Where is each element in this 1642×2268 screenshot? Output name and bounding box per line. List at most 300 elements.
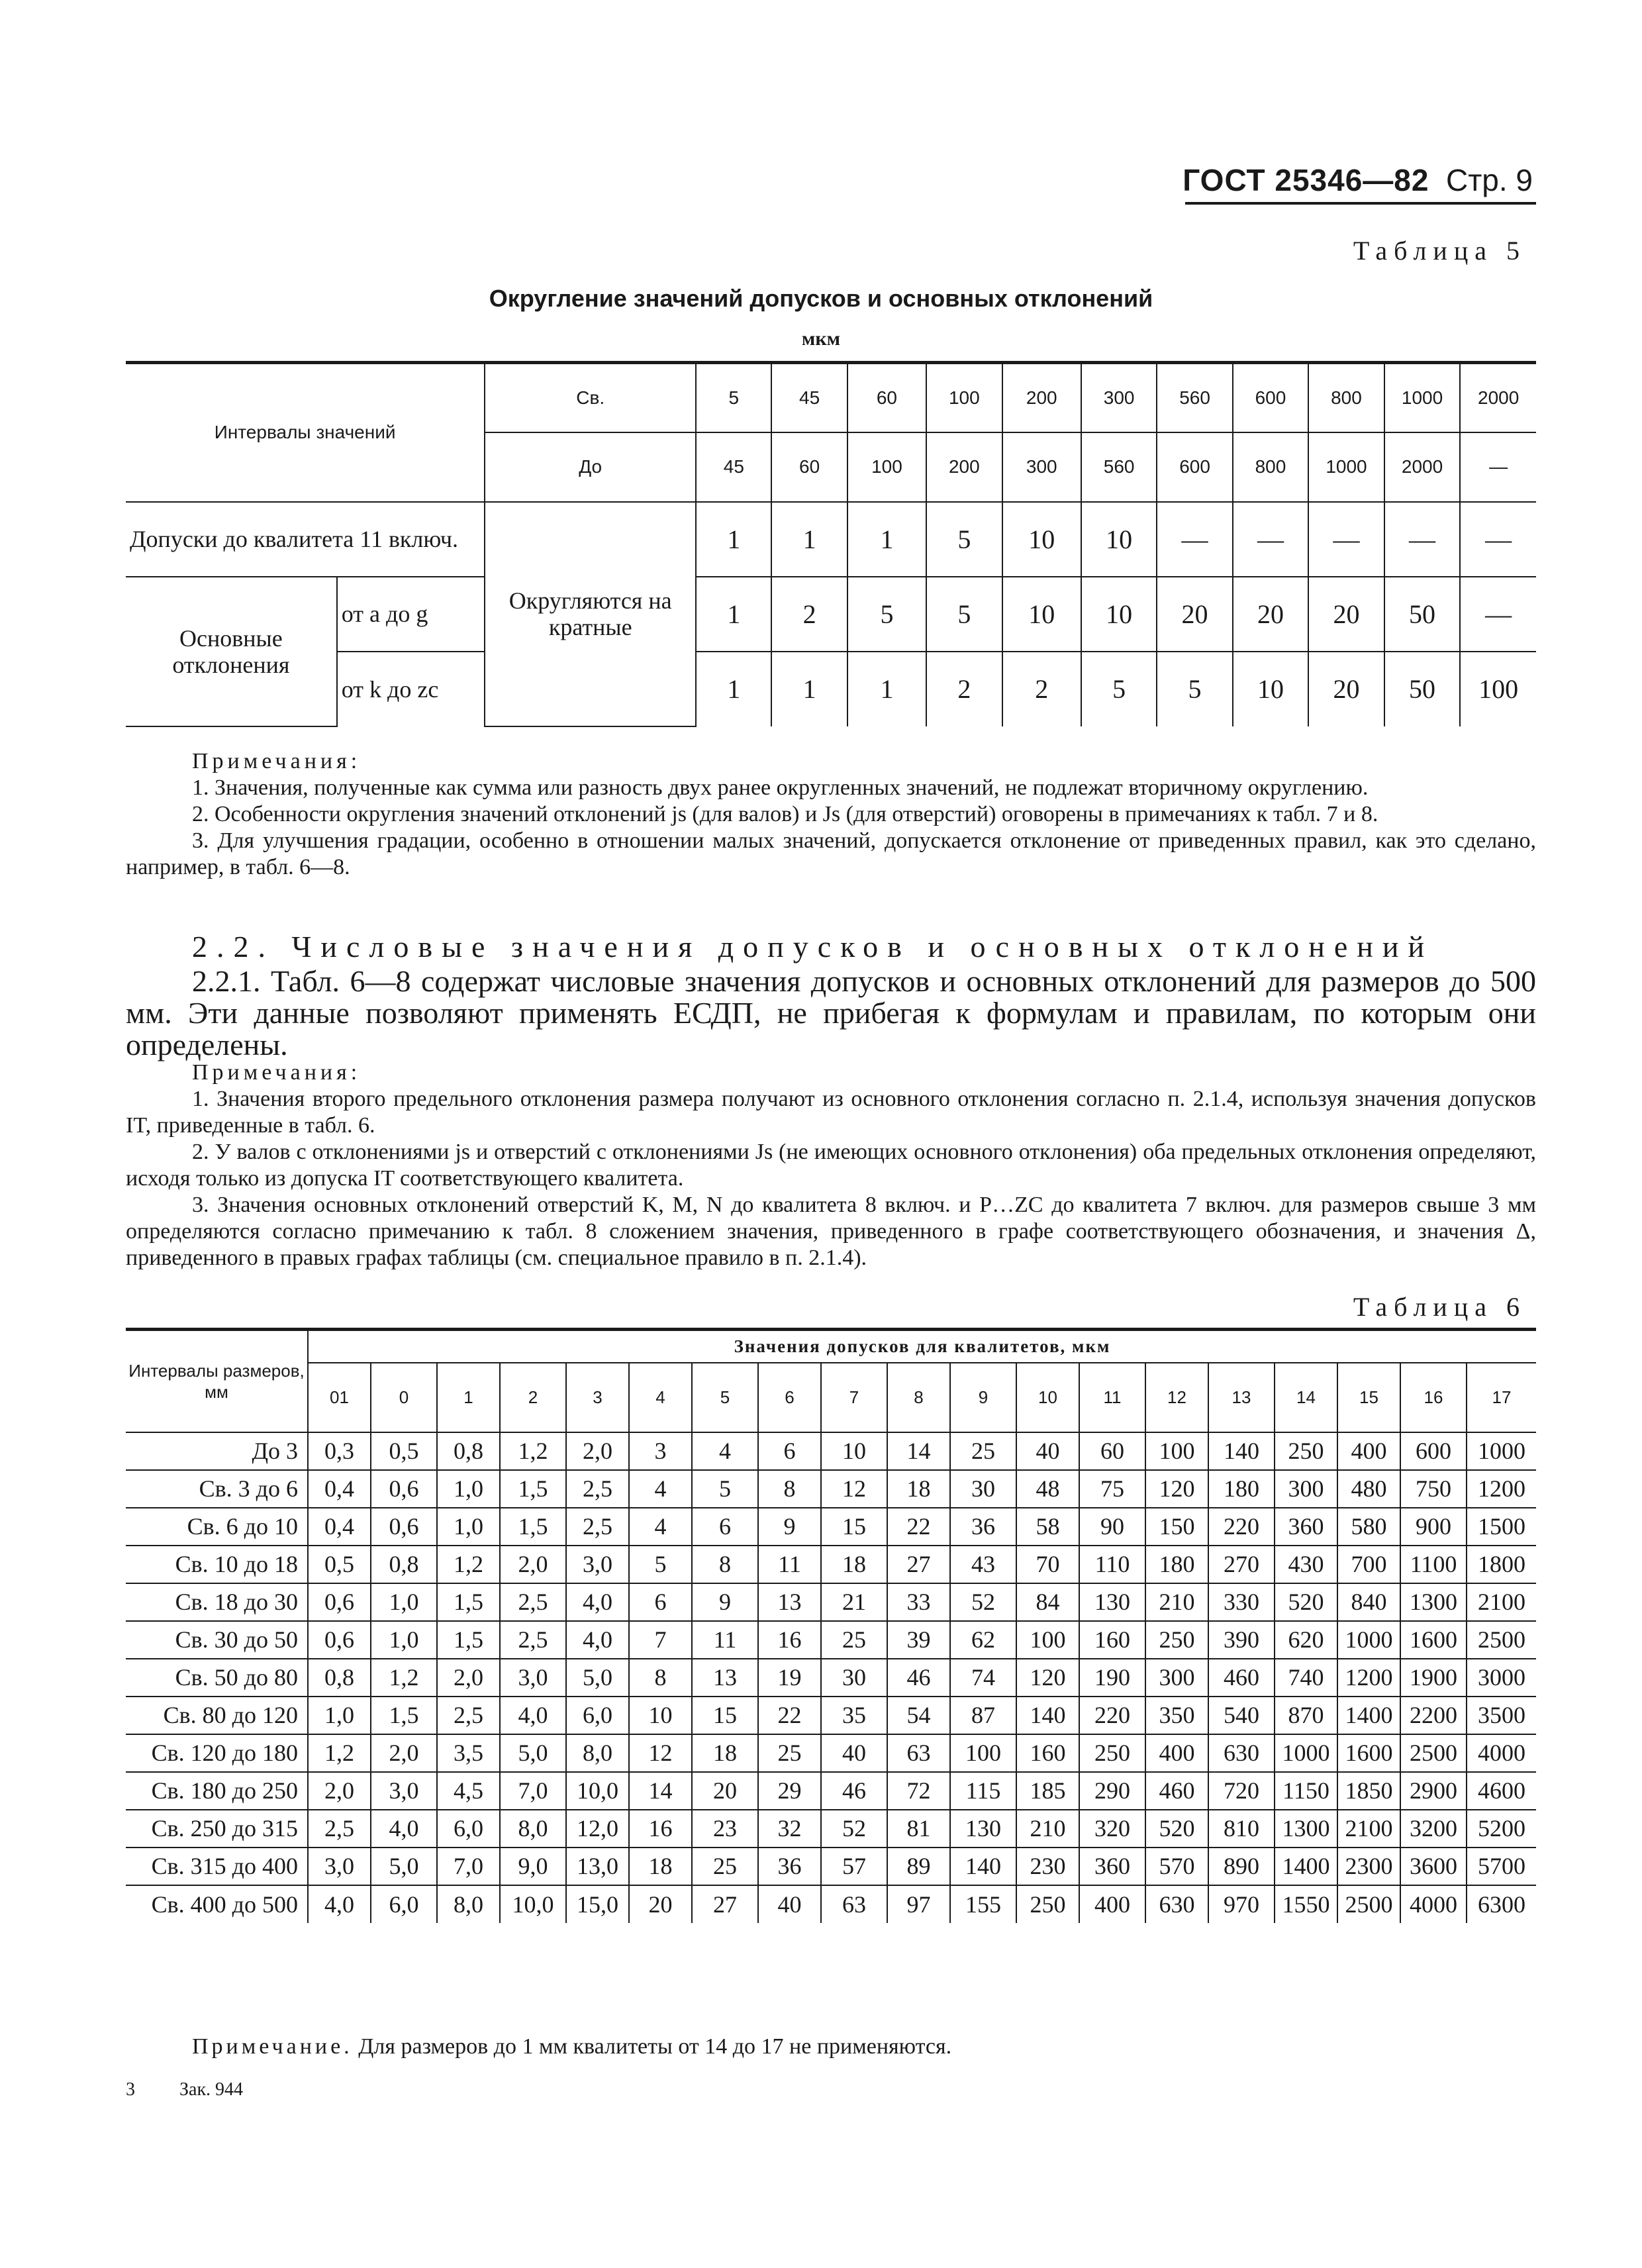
table6-value-cell: 185	[1016, 1772, 1079, 1810]
table6-value-cell: 720	[1208, 1772, 1275, 1810]
table6-value-cell: 74	[950, 1659, 1016, 1697]
table6-value-cell: 1,0	[308, 1697, 371, 1734]
table6-grade-header: 01	[308, 1363, 371, 1432]
table6-grade-header: 9	[950, 1363, 1016, 1432]
gost-number: ГОСТ 25346—82	[1183, 163, 1429, 197]
table5-cell: 100	[926, 363, 1002, 432]
table6-interval-cell: Св. 180 до 250	[126, 1772, 308, 1810]
section-paragraph	[126, 965, 1536, 1061]
table6-body	[126, 1432, 1536, 1923]
table6-value-cell: 2,5	[566, 1508, 629, 1546]
table6-value-cell: 89	[887, 1848, 950, 1885]
table6-value-cell: 25	[950, 1432, 1016, 1470]
table6-value-cell: 18	[692, 1734, 758, 1772]
note-item: 1. Значения, полученные как сумма или разность двух ранее округленных значений, не подлежат вторичному округлению.	[192, 775, 1369, 800]
table5-cell: 5	[926, 577, 1002, 652]
table6-value-cell: 1600	[1400, 1621, 1467, 1659]
table6-value-cell: 7	[629, 1621, 692, 1659]
table6-value-cell: 130	[950, 1810, 1016, 1848]
table6-value-cell: 3200	[1400, 1810, 1467, 1848]
table5-cell: 20	[1233, 577, 1308, 652]
table6-value-cell: 2900	[1400, 1772, 1467, 1810]
table6-value-cell: 13	[758, 1583, 821, 1621]
table5-cell: 200	[1002, 363, 1081, 432]
table6-value-cell: 87	[950, 1697, 1016, 1734]
table6-value-cell: 2500	[1337, 1885, 1400, 1923]
table6-value-cell: 2,5	[500, 1621, 566, 1659]
table6-value-cell: 3,5	[437, 1734, 500, 1772]
table6-value-cell: 0,6	[308, 1583, 371, 1621]
table5-cell: 1	[696, 652, 771, 726]
table6-value-cell: 8,0	[500, 1810, 566, 1848]
table6-value-cell: 10,0	[566, 1772, 629, 1810]
table5-cell: 1000	[1308, 432, 1384, 502]
table6-value-cell: 4,0	[371, 1810, 437, 1848]
table6-value-cell: 3,0	[500, 1659, 566, 1697]
table5-cell: 10	[1002, 502, 1081, 577]
table6-interval-cell: Св. 250 до 315	[126, 1810, 308, 1848]
table6-value-cell: 480	[1337, 1470, 1400, 1508]
table6-value-cell: 62	[950, 1621, 1016, 1659]
table6-value-cell: 18	[821, 1546, 887, 1583]
table6-value-cell: 12,0	[566, 1810, 629, 1848]
table5-cell: 560	[1157, 363, 1232, 432]
table6-value-cell: 6	[629, 1583, 692, 1621]
table6-row	[126, 1772, 1536, 1810]
table6-value-cell: 1200	[1467, 1470, 1536, 1508]
table6-value-cell: 220	[1079, 1697, 1145, 1734]
table6-value-cell: 350	[1145, 1697, 1208, 1734]
table6-value-cell: 2,5	[437, 1697, 500, 1734]
table6-value-cell: 2,5	[566, 1470, 629, 1508]
table6-value-cell: 1,2	[437, 1546, 500, 1583]
table6-value-cell: 22	[887, 1508, 950, 1546]
table6-value-cell: 15	[821, 1508, 887, 1546]
table5-units: мкм	[801, 328, 841, 350]
table6-value-cell: 120	[1145, 1470, 1208, 1508]
table6-value-cell: 15	[692, 1697, 758, 1734]
table5-cell: 10	[1081, 577, 1157, 652]
table6-grade-header: 6	[758, 1363, 821, 1432]
table6-value-cell: 250	[1145, 1621, 1208, 1659]
table6-value-cell: 810	[1208, 1810, 1275, 1848]
table6-value-cell: 4000	[1467, 1734, 1536, 1772]
table6-grade-header: 12	[1145, 1363, 1208, 1432]
table6-value-cell: 1,5	[371, 1697, 437, 1734]
section-notes	[126, 1060, 1536, 1271]
table6-value-cell: 1150	[1275, 1772, 1337, 1810]
table6-value-cell: 230	[1016, 1848, 1079, 1885]
table6-value-cell: 2500	[1400, 1734, 1467, 1772]
table6-value-cell: 520	[1145, 1810, 1208, 1848]
table6-value-cell: 8	[758, 1470, 821, 1508]
table6-value-cell: 100	[1016, 1621, 1079, 1659]
table6-value-cell: 0,8	[371, 1546, 437, 1583]
table6-value-cell: 4	[692, 1432, 758, 1470]
table5-cell: 1	[771, 502, 847, 577]
table5-cell: 50	[1384, 652, 1461, 726]
note-item: 3. Значения основных отклонений отверстий K, M, N до квалитета 8 включ. и P…ZC до квалитета 7 включ. для размеров свыше 3 мм определяются согласно примечанию к табл. 8 сложением значения, приведенного в графе соответствующего обозначения, и значения Δ, приведенного в правых графах таблицы (см. специальное правило в п. 2.1.4).	[126, 1193, 1536, 1270]
table6-value-cell: 81	[887, 1810, 950, 1848]
table5-cell: 1	[847, 502, 926, 577]
table5-row-label: Допуски до квалитета 11 включ.	[126, 502, 485, 577]
table6-value-cell: 4,0	[308, 1885, 371, 1923]
table5-cell: 800	[1308, 363, 1384, 432]
table6-value-cell: 3,0	[566, 1546, 629, 1583]
table6-value-cell: 750	[1400, 1470, 1467, 1508]
table6-value-cell: 2300	[1337, 1848, 1400, 1885]
table5-cell: 2	[926, 652, 1002, 726]
table6-value-cell: 75	[1079, 1470, 1145, 1508]
table6-value-cell: 52	[950, 1583, 1016, 1621]
table6-value-cell: 1000	[1337, 1621, 1400, 1659]
table6-value-cell: 35	[821, 1697, 887, 1734]
table6-value-cell: 1000	[1275, 1734, 1337, 1772]
table6-value-cell: 360	[1275, 1508, 1337, 1546]
table5-cell: 1	[771, 652, 847, 726]
table6-value-cell: 1300	[1275, 1810, 1337, 1848]
table5-interval-header: Интервалы значений	[126, 363, 485, 502]
table6-value-cell: 1,2	[371, 1659, 437, 1697]
table6-value-cell: 9,0	[500, 1848, 566, 1885]
table5-cell: —	[1460, 432, 1536, 502]
table6-value-cell: 1500	[1467, 1508, 1536, 1546]
table5-row-label: от k до zc	[337, 652, 485, 726]
table5-cell: —	[1460, 502, 1536, 577]
table6-grade-row	[126, 1363, 1536, 1432]
table5-cell: 45	[771, 363, 847, 432]
table5-label: Таблица 5	[1353, 236, 1526, 266]
table5-over-row	[126, 363, 1536, 432]
table6-value-cell: 0,6	[371, 1508, 437, 1546]
table6-value-cell: 12	[821, 1470, 887, 1508]
table6-value-cell: 25	[821, 1621, 887, 1659]
table6-label: Таблица 6	[1353, 1292, 1526, 1322]
table6-row	[126, 1734, 1536, 1772]
table6-value-cell: 11	[758, 1546, 821, 1583]
table6-value-cell: 0,4	[308, 1470, 371, 1508]
table6-interval-cell: Св. 18 до 30	[126, 1583, 308, 1621]
table6-value-cell: 840	[1337, 1583, 1400, 1621]
table5-cell: 10	[1081, 502, 1157, 577]
table6-value-cell: 40	[1016, 1432, 1079, 1470]
table6-value-cell: 6300	[1467, 1885, 1536, 1923]
table6-value-cell: 10	[821, 1432, 887, 1470]
table6-interval-cell: Св. 50 до 80	[126, 1659, 308, 1697]
table6-value-cell: 8	[629, 1659, 692, 1697]
table6-value-cell: 520	[1275, 1583, 1337, 1621]
table6-value-cell: 400	[1079, 1885, 1145, 1923]
table6-value-cell: 16	[758, 1621, 821, 1659]
note-item: 3. Для улучшения градации, особенно в отношении малых значений, допускается отклонение от приведенных правил, как это сделано, например, в табл. 6—8.	[126, 828, 1536, 879]
table6-value-cell: 8	[692, 1546, 758, 1583]
table6-row	[126, 1885, 1536, 1923]
table6-value-cell: 6	[692, 1508, 758, 1546]
table5-cell: 20	[1308, 577, 1384, 652]
note-item: 2. Особенности округления значений отклонений js (для валов) и Js (для отверстий) оговорены в примечаниях к табл. 7 и 8.	[192, 802, 1378, 826]
table6-value-cell: 12	[629, 1734, 692, 1772]
table6-value-cell: 140	[1208, 1432, 1275, 1470]
table6-value-cell: 29	[758, 1772, 821, 1810]
table5-cell: —	[1157, 502, 1232, 577]
table6-grade-header: 10	[1016, 1363, 1079, 1432]
table6-value-cell: 120	[1016, 1659, 1079, 1697]
table6-value-cell: 4000	[1400, 1885, 1467, 1923]
table6-row	[126, 1659, 1536, 1697]
table6-value-cell: 13,0	[566, 1848, 629, 1885]
table6-value-cell: 140	[1016, 1697, 1079, 1734]
table5-cell: —	[1233, 502, 1308, 577]
table6-value-cell: 5,0	[371, 1848, 437, 1885]
table6-value-cell: 1900	[1400, 1659, 1467, 1697]
table5-cell: 800	[1233, 432, 1308, 502]
note-title: Примечание.	[192, 2034, 353, 2059]
table6-grade-header: 7	[821, 1363, 887, 1432]
table6-value-cell: 6,0	[437, 1810, 500, 1848]
table6-interval-cell: Св. 400 до 500	[126, 1885, 308, 1923]
table6-value-cell: 60	[1079, 1432, 1145, 1470]
table6-value-cell: 2,5	[500, 1583, 566, 1621]
table5-row-k-zc	[126, 652, 1536, 726]
table5-cell: 5	[926, 502, 1002, 577]
table6-value-cell: 40	[821, 1734, 887, 1772]
table6-value-cell: 3600	[1400, 1848, 1467, 1885]
table5-notes	[126, 748, 1536, 881]
table5-cell: 5	[847, 577, 926, 652]
table5-group-label: Основные отклонения	[126, 577, 337, 726]
table6-value-cell: 13	[692, 1659, 758, 1697]
table5-cell: 300	[1002, 432, 1081, 502]
table6-value-cell: 72	[887, 1772, 950, 1810]
table6-value-cell: 210	[1145, 1583, 1208, 1621]
table6-value-cell: 8,0	[437, 1885, 500, 1923]
table6-value-cell: 5,0	[566, 1659, 629, 1697]
table6-value-cell: 1,0	[437, 1470, 500, 1508]
table6-value-cell: 1,0	[437, 1508, 500, 1546]
table5-cell: 1	[696, 502, 771, 577]
table6-value-cell: 115	[950, 1772, 1016, 1810]
table6-value-cell: 2100	[1467, 1583, 1536, 1621]
table6-value-cell: 0,8	[308, 1659, 371, 1697]
table6-value-cell: 320	[1079, 1810, 1145, 1848]
table6-value-cell: 2,0	[371, 1734, 437, 1772]
table6-grade-header: 3	[566, 1363, 629, 1432]
table6-value-cell: 7,0	[500, 1772, 566, 1810]
table6-value-cell: 4600	[1467, 1772, 1536, 1810]
table6-value-cell: 110	[1079, 1546, 1145, 1583]
table6-grade-header: 13	[1208, 1363, 1275, 1432]
table6-row	[126, 1508, 1536, 1546]
table6-value-cell: 2,5	[308, 1810, 371, 1848]
table5-cell: 20	[1308, 652, 1384, 726]
table6-value-cell: 15,0	[566, 1885, 629, 1923]
table6-value-cell: 390	[1208, 1621, 1275, 1659]
table6-row	[126, 1621, 1536, 1659]
table6-value-cell: 600	[1400, 1432, 1467, 1470]
table6-group-header: Значения допусков для квалитетов, мкм	[308, 1330, 1536, 1363]
table6-value-cell: 30	[821, 1659, 887, 1697]
table6-value-cell: 10	[629, 1697, 692, 1734]
table5-upto-label: До	[485, 432, 696, 502]
table6-value-cell: 970	[1208, 1885, 1275, 1923]
table6	[126, 1328, 1536, 1923]
table5-cell: 600	[1157, 432, 1232, 502]
table6-value-cell: 2,0	[437, 1659, 500, 1697]
table6-value-cell: 1,5	[437, 1583, 500, 1621]
table6-value-cell: 180	[1145, 1546, 1208, 1583]
table6-grade-header: 0	[371, 1363, 437, 1432]
table6-grade-header: 2	[500, 1363, 566, 1432]
table5-cell: 5	[1081, 652, 1157, 726]
page-number: Стр. 9	[1445, 163, 1533, 197]
table6-value-cell: 1200	[1337, 1659, 1400, 1697]
table6-value-cell: 54	[887, 1697, 950, 1734]
table6-value-cell: 20	[692, 1772, 758, 1810]
table6-value-cell: 1600	[1337, 1734, 1400, 1772]
table6-value-cell: 0,8	[437, 1432, 500, 1470]
table6-value-cell: 540	[1208, 1697, 1275, 1734]
table6-grade-header: 4	[629, 1363, 692, 1432]
table6-value-cell: 46	[821, 1772, 887, 1810]
table6-value-cell: 39	[887, 1621, 950, 1659]
table5-cell: 60	[847, 363, 926, 432]
table6-value-cell: 700	[1337, 1546, 1400, 1583]
table6-value-cell: 57	[821, 1848, 887, 1885]
footer-page-num: 3	[126, 2079, 135, 2100]
table6-value-cell: 130	[1079, 1583, 1145, 1621]
table6-interval-cell: Св. 315 до 400	[126, 1848, 308, 1885]
table6-value-cell: 7,0	[437, 1848, 500, 1885]
table6-value-cell: 1850	[1337, 1772, 1400, 1810]
table6-value-cell: 5700	[1467, 1848, 1536, 1885]
table6-value-cell: 180	[1208, 1470, 1275, 1508]
table6-value-cell: 1,5	[437, 1621, 500, 1659]
table6-value-cell: 220	[1208, 1508, 1275, 1546]
table6-value-cell: 290	[1079, 1772, 1145, 1810]
table6-value-cell: 58	[1016, 1508, 1079, 1546]
table6-value-cell: 20	[629, 1885, 692, 1923]
table6-value-cell: 0,4	[308, 1508, 371, 1546]
table5-cell: 200	[926, 432, 1002, 502]
table6-value-cell: 70	[1016, 1546, 1079, 1583]
table6-value-cell: 9	[758, 1508, 821, 1546]
table6-value-cell: 570	[1145, 1848, 1208, 1885]
table6-value-cell: 630	[1208, 1734, 1275, 1772]
table6-row	[126, 1810, 1536, 1848]
table6-value-cell: 430	[1275, 1546, 1337, 1583]
table6-value-cell: 1400	[1337, 1697, 1400, 1734]
table6-row	[126, 1583, 1536, 1621]
table5-cell: —	[1384, 502, 1461, 577]
table6-value-cell: 150	[1145, 1508, 1208, 1546]
table6-value-cell: 36	[950, 1508, 1016, 1546]
table6-value-cell: 0,5	[308, 1546, 371, 1583]
table6-value-cell: 1,2	[500, 1432, 566, 1470]
table5-cell: 300	[1081, 363, 1157, 432]
table6-value-cell: 63	[821, 1885, 887, 1923]
table6-value-cell: 19	[758, 1659, 821, 1697]
table6-value-cell: 32	[758, 1810, 821, 1848]
table5-cell: —	[1460, 577, 1536, 652]
table6-value-cell: 3,0	[371, 1772, 437, 1810]
table6-value-cell: 3	[629, 1432, 692, 1470]
table6-value-cell: 400	[1337, 1432, 1400, 1470]
table6-value-cell: 2200	[1400, 1697, 1467, 1734]
table5-cell: 2000	[1460, 363, 1536, 432]
footer-order: Зак. 944	[179, 2079, 244, 2100]
table6-value-cell: 360	[1079, 1848, 1145, 1885]
table5-cell: 60	[771, 432, 847, 502]
table6-value-cell: 1,0	[371, 1621, 437, 1659]
table6-value-cell: 4,5	[437, 1772, 500, 1810]
table6-value-cell: 0,3	[308, 1432, 371, 1470]
table6-value-cell: 1,5	[500, 1470, 566, 1508]
table6-value-cell: 36	[758, 1848, 821, 1885]
table6-value-cell: 27	[692, 1885, 758, 1923]
table6-value-cell: 890	[1208, 1848, 1275, 1885]
table6-value-cell: 48	[1016, 1470, 1079, 1508]
table6-value-cell: 300	[1275, 1470, 1337, 1508]
table6-value-cell: 2500	[1467, 1621, 1536, 1659]
table5-row-a-g	[126, 577, 1536, 652]
table6-value-cell: 16	[629, 1810, 692, 1848]
table6-value-cell: 1400	[1275, 1848, 1337, 1885]
table6-interval-cell: Св. 6 до 10	[126, 1508, 308, 1546]
table6-group-header-row	[126, 1330, 1536, 1363]
note-item: 2. У валов с отклонениями js и отверстий с отклонениями Js (не имеющих основного отклонения) оба предельных отклонения определяют, исходя только из допуска IT соответствующего квалитета.	[126, 1140, 1536, 1191]
table6-value-cell: 18	[887, 1470, 950, 1508]
table6-value-cell: 43	[950, 1546, 1016, 1583]
table6-grade-header: 1	[437, 1363, 500, 1432]
table6-row	[126, 1470, 1536, 1508]
table5-cell: 45	[696, 432, 771, 502]
table6-value-cell: 1300	[1400, 1583, 1467, 1621]
table5-row-label: от a до g	[337, 577, 485, 652]
note-item: 1. Значения второго предельного отклонения размера получают из основного отклонения согласно п. 2.1.4, используя значения допусков IT, приведенные в табл. 6.	[126, 1087, 1536, 1138]
table6-value-cell: 3000	[1467, 1659, 1536, 1697]
table6-interval-cell: Св. 30 до 50	[126, 1621, 308, 1659]
table6-value-cell: 1550	[1275, 1885, 1337, 1923]
table6-value-cell: 25	[692, 1848, 758, 1885]
table6-value-cell: 97	[887, 1885, 950, 1923]
table6-value-cell: 1,5	[500, 1508, 566, 1546]
table6-value-cell: 23	[692, 1810, 758, 1848]
table6-grade-header: 11	[1079, 1363, 1145, 1432]
table6-value-cell: 250	[1016, 1885, 1079, 1923]
table6-interval-header: Интервалы размеров, мм	[126, 1330, 308, 1432]
table6-grade-header: 16	[1400, 1363, 1467, 1432]
table6-value-cell: 460	[1145, 1772, 1208, 1810]
table5-cell: 5	[1157, 652, 1232, 726]
table6-value-cell: 160	[1079, 1621, 1145, 1659]
table6-interval-cell: Св. 120 до 180	[126, 1734, 308, 1772]
table6-value-cell: 3,0	[308, 1848, 371, 1885]
table6-value-cell: 5	[692, 1470, 758, 1508]
table6-value-cell: 900	[1400, 1508, 1467, 1546]
table6-value-cell: 270	[1208, 1546, 1275, 1583]
table6-value-cell: 1,0	[371, 1583, 437, 1621]
table6-value-cell: 740	[1275, 1659, 1337, 1697]
table6-row	[126, 1848, 1536, 1885]
table6-value-cell: 14	[887, 1432, 950, 1470]
table6-value-cell: 1,2	[308, 1734, 371, 1772]
table5-cell: 1000	[1384, 363, 1461, 432]
table6-note	[192, 2034, 951, 2059]
table6-interval-cell: Св. 10 до 18	[126, 1546, 308, 1583]
table5-cell: 560	[1081, 432, 1157, 502]
table6-value-cell: 160	[1016, 1734, 1079, 1772]
table6-value-cell: 0,6	[371, 1470, 437, 1508]
